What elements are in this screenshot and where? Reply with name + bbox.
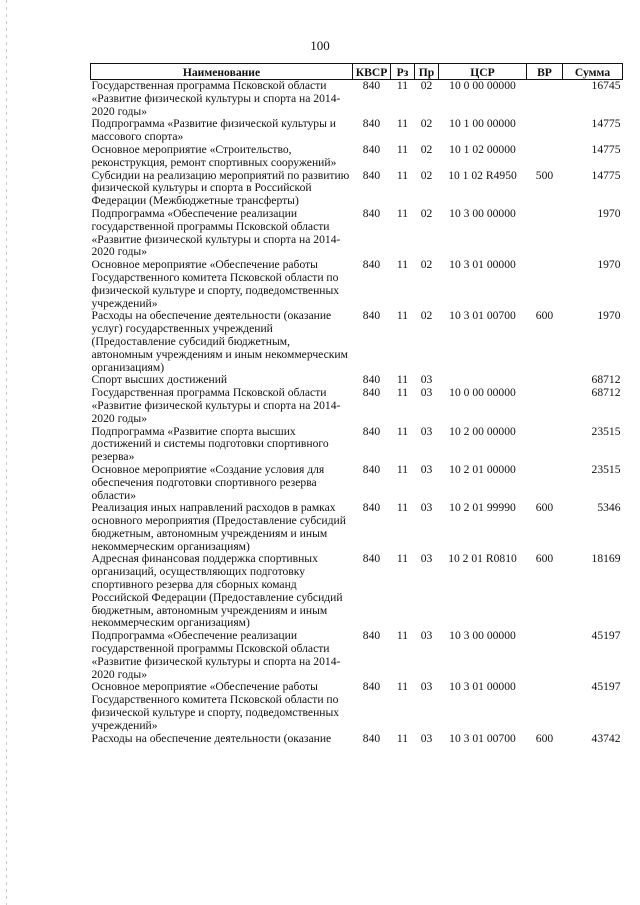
header-vr: ВР xyxy=(527,64,563,80)
cell-rz: 11 xyxy=(396,552,409,566)
cell-pr: 03 xyxy=(420,629,433,643)
cell-rz: 11 xyxy=(396,731,409,745)
cell-csr: 10 0 00 00000 xyxy=(449,386,516,400)
cell-vr: 600 xyxy=(535,501,554,515)
cell-rz: 11 xyxy=(396,117,409,131)
table-row xyxy=(91,80,623,119)
header-rz: Рз xyxy=(391,64,415,80)
header-sum: Сумма xyxy=(563,64,623,80)
cell-sum: 1970 xyxy=(597,309,621,323)
cell-pr: 03 xyxy=(420,731,433,745)
cell-vr: 600 xyxy=(535,309,554,323)
cell-sum: 45197 xyxy=(591,680,621,694)
cell-pr: 03 xyxy=(420,424,433,438)
cell-rz: 11 xyxy=(396,309,409,323)
cell-vr xyxy=(527,387,563,425)
cell-csr: 10 3 01 00000 xyxy=(449,258,516,272)
table-row xyxy=(91,464,623,502)
cell-pr: 02 xyxy=(420,206,433,220)
cell-sum: 23515 xyxy=(591,424,621,438)
cell-sum: 43742 xyxy=(591,731,621,745)
cell-sum: 18169 xyxy=(591,552,621,566)
cell-csr: 10 2 00 00000 xyxy=(449,424,516,438)
cell-vr xyxy=(527,681,563,732)
cell-pr: 02 xyxy=(420,168,433,182)
cell-name: Реализация иных направлений расходов в рамках основного мероприятия (Предоставление субсидий бюджетным, автономным учреждениям и иным некоммерческим организациям) xyxy=(91,501,346,553)
cell-rz: 11 xyxy=(396,424,409,438)
cell-pr: 02 xyxy=(420,309,433,323)
cell-name: Подпрограмма «Развитие спорта высших достижений и системы подготовки спортивного резерва» xyxy=(91,424,329,464)
cell-name: Подпрограмма «Обеспечение реализации государственной программы Псковской области «Развитие физической культуры и спорта на 2014-2020 годы» xyxy=(91,206,341,259)
cell-rz: 11 xyxy=(396,386,409,400)
cell-name: Субсидии на реализацию мероприятий по развитию физической культуры и спорта в Российской Федерации (Межбюджетные трансферты) xyxy=(91,168,350,208)
cell-pr: 03 xyxy=(420,680,433,694)
cell-vr xyxy=(527,80,563,119)
cell-name: Расходы на обеспечение деятельности (оказание услуг) государственных учреждений (Предоставление субсидий бюджетным, автономным учреждениям и иным некоммерческим организациям) xyxy=(91,309,348,374)
cell-kvsr: 840 xyxy=(362,731,381,745)
cell-vr xyxy=(527,426,563,464)
cell-sum: 1970 xyxy=(597,206,621,220)
cell-kvsr: 840 xyxy=(362,309,381,323)
table-row xyxy=(91,118,623,144)
cell-name: Спорт высших достижений xyxy=(91,373,228,387)
cell-csr: 10 2 01 00000 xyxy=(449,462,516,476)
cell-kvsr: 840 xyxy=(362,373,381,387)
cell-pr: 03 xyxy=(420,462,433,476)
cell-kvsr: 840 xyxy=(362,117,381,131)
table-row xyxy=(91,387,623,425)
cell-name: Основное мероприятие «Создание условия для обеспечения подготовки спортивного резерва области» xyxy=(91,462,325,502)
cell-sum: 5346 xyxy=(597,501,621,515)
cell-pr: 02 xyxy=(420,142,433,156)
cell-name: Основное мероприятие «Обеспечение работы Государственного комитета Псковской области по физической культуре и спорту, подведомственных учреждений» xyxy=(91,680,340,732)
header-kvsr: КВСР xyxy=(353,64,391,80)
cell-rz: 11 xyxy=(396,680,409,694)
cell-csr: 10 1 02 R4950 xyxy=(448,168,517,182)
cell-pr: 02 xyxy=(420,258,433,272)
cell-name: Государственная программа Псковской области «Развитие физической культуры и спорта на 2014-2020 годы» xyxy=(91,386,341,425)
table-row xyxy=(91,426,623,464)
table-row xyxy=(91,681,623,732)
cell-pr: 03 xyxy=(420,552,433,566)
cell-name: Подпрограмма «Развитие физической культуры и массового спорта» xyxy=(91,117,336,144)
cell-pr: 02 xyxy=(420,79,433,92)
table-header xyxy=(91,64,623,80)
cell-sum: 1970 xyxy=(597,258,621,272)
cell-rz: 11 xyxy=(396,142,409,156)
cell-kvsr: 840 xyxy=(362,501,381,515)
cell-vr xyxy=(527,118,563,144)
cell-csr: 10 0 00 00000 xyxy=(449,79,516,92)
cell-kvsr: 840 xyxy=(362,462,381,476)
cell-pr: 03 xyxy=(420,386,433,400)
cell-vr xyxy=(527,464,563,502)
cell-sum: 14775 xyxy=(591,117,621,131)
page-number: 100 xyxy=(310,38,330,53)
scan-margin-line xyxy=(6,0,7,905)
table-row xyxy=(91,170,623,208)
table-row xyxy=(91,502,623,553)
cell-name: Подпрограмма «Обеспечение реализации государственной программы Псковской области «Развитие физической культуры и спорта на 2014-2020 годы» xyxy=(91,629,341,681)
cell-rz: 11 xyxy=(396,462,409,476)
header-csr: ЦСР xyxy=(439,64,527,80)
cell-vr xyxy=(527,144,563,170)
cell-vr: 600 xyxy=(535,552,554,566)
cell-name: Государственная программа Псковской области «Развитие физической культуры и спорта на 2014-2020 годы» xyxy=(91,79,341,118)
budget-table xyxy=(90,63,623,745)
cell-name: Основное мероприятие «Обеспечение работы Государственного комитета Псковской области по физической культуре и спорту, подведомственных учреждений» xyxy=(91,258,340,310)
cell-sum: 23515 xyxy=(591,462,621,476)
cell-name: Расходы на обеспечение деятельности (оказание xyxy=(91,731,332,745)
cell-csr: 10 2 01 R0810 xyxy=(448,552,517,566)
cell-kvsr: 840 xyxy=(362,680,381,694)
cell-kvsr: 840 xyxy=(362,258,381,272)
cell-csr: 10 3 01 00700 xyxy=(449,309,516,323)
cell-vr xyxy=(527,259,563,310)
cell-kvsr: 840 xyxy=(362,168,381,182)
cell-csr: 10 3 00 00000 xyxy=(449,629,516,643)
table-row xyxy=(91,553,623,630)
table-row xyxy=(91,259,623,310)
cell-vr: 600 xyxy=(535,731,554,745)
table-row xyxy=(91,630,623,681)
cell-csr: 10 3 01 00700 xyxy=(449,731,516,745)
cell-kvsr: 840 xyxy=(362,206,381,220)
cell-sum: 45197 xyxy=(591,629,621,643)
cell-csr: 10 2 01 99990 xyxy=(449,501,516,515)
cell-kvsr: 840 xyxy=(362,424,381,438)
cell-vr xyxy=(527,208,563,259)
cell-rz: 11 xyxy=(396,629,409,643)
cell-rz: 11 xyxy=(396,206,409,220)
cell-pr: 03 xyxy=(420,501,433,515)
table-row xyxy=(91,310,623,374)
cell-kvsr: 840 xyxy=(362,79,381,92)
table-row xyxy=(91,208,623,259)
cell-rz: 11 xyxy=(396,501,409,515)
cell-rz: 11 xyxy=(396,373,409,387)
cell-name: Основное мероприятие «Строительство, реконструкция, ремонт спортивных сооружений» xyxy=(91,142,337,169)
cell-sum: 14775 xyxy=(591,142,621,156)
cell-csr: 10 1 02 00000 xyxy=(449,142,516,156)
cell-kvsr: 840 xyxy=(362,386,381,400)
cell-sum: 14775 xyxy=(591,168,621,182)
cell-csr: 10 1 00 00000 xyxy=(449,117,516,131)
table-row xyxy=(91,733,623,746)
cell-kvsr: 840 xyxy=(362,552,381,566)
cell-csr: 10 3 00 00000 xyxy=(449,206,516,220)
cell-vr: 500 xyxy=(535,168,554,182)
cell-rz: 11 xyxy=(396,79,409,92)
cell-name: Адресная финансовая поддержка спортивных организаций, осуществляющих подготовку спортивного резерва для сборных команд Российской Федерации (Предоставление субсидий бюджетным, автономным учреждениям и иным некоммерческим организациям) xyxy=(91,552,343,630)
header-pr: Пр xyxy=(415,64,439,80)
cell-kvsr: 840 xyxy=(362,142,381,156)
cell-sum: 68712 xyxy=(591,386,621,400)
cell-vr xyxy=(527,630,563,681)
cell-pr: 02 xyxy=(420,117,433,131)
cell-vr xyxy=(527,374,563,387)
cell-csr: 10 3 01 00000 xyxy=(449,680,516,694)
table-row xyxy=(91,144,623,170)
cell-rz: 11 xyxy=(396,168,409,182)
cell-sum: 16745 xyxy=(591,79,621,92)
table-body xyxy=(91,80,623,746)
cell-rz: 11 xyxy=(396,258,409,272)
header-name: Наименование xyxy=(91,64,353,80)
cell-kvsr: 840 xyxy=(362,629,381,643)
cell-sum: 68712 xyxy=(591,373,621,387)
cell-pr: 03 xyxy=(420,373,433,387)
